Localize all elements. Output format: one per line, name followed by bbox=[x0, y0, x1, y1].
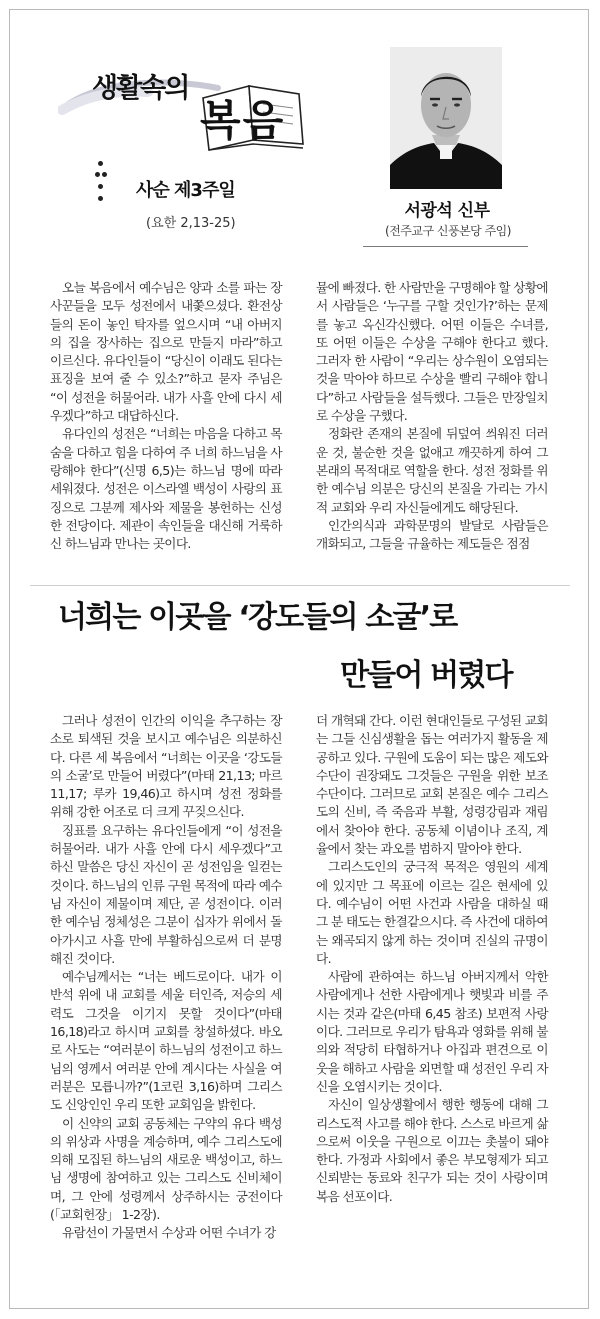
dot-icon bbox=[102, 172, 107, 177]
dot-icon bbox=[98, 161, 103, 166]
paragraph: 사람에 관하여는 하느님 아버지께서 악한 사람에게나 선한 사람에게나 햇빛과 비를 주시는 것과 같은(마태 6,45 참조) 보편적 사랑이다. 그러므로 우리가 탐욕과 영화를 위해 불의와 적당히 타협하거나 아집과 편견으로 이웃을 해하고 사람을 외면할 때 성전인 우리 자신을 오염시키는 것이다. bbox=[316, 969, 549, 1094]
paragraph: 유다인의 성전은 “너희는 마음을 다하고 목숨을 다하고 힘을 다하여 주 너희 하느님을 사랑해야 한다”(신명 6,5)는 하느님 명에 따라 세워졌다. 성전은 이스라엘 백성이 사랑의 표징으로 그분께 제사와 제물을 봉헌하는 신성한 전당이다. 제관이 속인들을 대신해 거룩하신 하느님과 만나는 곳이다. bbox=[50, 426, 283, 552]
headline-line-2: 만들어 버렸다 bbox=[340, 658, 512, 693]
series-title-big: 복음 bbox=[200, 96, 286, 145]
paragraph: 이 신약의 교회 공동체는 구약의 유다 백성의 위상과 사명을 계승하며, 예수 그리스도에 의해 모집된 하느님의 새로운 백성이고, 하느님 생명에 참여하고 있는 그리스도 신비체이며, 그 안에 성령께서 상주하시는 궁전이다(「교회헌장」 1-2장). bbox=[50, 1115, 282, 1223]
paragraph: 유람선이 가물면서 수상과 어떤 수녀가 강 bbox=[62, 1225, 276, 1241]
paragraph: 자신이 일상생활에서 행한 행동에 대해 그리스도적 사고를 해야 한다. 스스로 바르게 삶으로써 이웃을 구원으로 이끄는 촛불이 돼야 한다. 가정과 사회에서 좋은 부모형제가 되고 신뢰받는 동료와 친구가 되는 것이 사랑이며 복음 선포이다. bbox=[316, 1097, 549, 1204]
scripture-reference: (요한 2,13-25) bbox=[146, 216, 236, 231]
dot-icon bbox=[98, 184, 103, 189]
bullet-dots bbox=[95, 161, 107, 211]
series-title-small: 생활속의 bbox=[92, 73, 189, 104]
paragraph: 징표를 요구하는 유다인들에게 “이 성전을 허물어라. 내가 사흘 안에 다시 세우겠다”고 하신 말씀은 당신 자신이 곧 성전임을 일컫는 것이다. 하느님의 인류 구원 목적에 따라 예수님 자신이 제물이며 제단, 곧 성전이다. 이러한 예수님 정체성은 그분이 십자가 위에서 돌아가시고 사흘 만에 부활하심으로써 더 분명해진 것이다. bbox=[50, 822, 283, 966]
paragraph: 더 개혁돼 간다. 이런 현대인들로 구성된 교회는 그들 신심생활을 돕는 여러가지 활동을 제공하고 있다. 구원에 도움이 되는 많은 제도와 수단이 권장돼도 그것들은 구원을 위한 보조 수단이다. 그러므로 교회 본질은 예수 그리스도의 신비, 즉 죽음과 부활, 성령강림과 재림에서 찾아야 한다. 공동체 이념이나 조직, 계율에서 찾는 과오를 범하지 말아야 한다. bbox=[316, 713, 549, 857]
paragraph: 인간의식과 과학문명의 발달로 사람들은 개화되고, 그들을 규율하는 제도들은 점점 bbox=[316, 517, 548, 552]
headline-top-rule bbox=[30, 585, 570, 586]
dot-icon bbox=[98, 196, 103, 201]
paragraph: 오늘 복음에서 예수님은 양과 소를 파는 장사꾼들을 모두 성전에서 내쫓으셨다. 환전상들의 돈이 놓인 탁자를 엎으시며 “내 아버지의 집을 장사하는 집으로 만들지 마라”하고 이르신다. 유다인들이 “당신이 이래도 된다는 표징을 보여 줄 수 있소?”하고 묻자 주님은 “이 성전을 허물어라. 내가 사흘 안에 다시 세우겠다”하고 대답하신다. bbox=[50, 280, 282, 424]
author-role: (전주교구 신풍본당 주임) bbox=[385, 224, 511, 238]
bottom-right-column bbox=[316, 712, 548, 1206]
headline-line-1: 너희는 이곳을 ‘강도들의 소굴’로 bbox=[58, 600, 457, 635]
author-photo bbox=[390, 47, 502, 189]
author-divider bbox=[363, 246, 528, 247]
paragraph: 예수님께서는 “너는 베드로이다. 내가 이 반석 위에 내 교회를 세울 터인즉, 저승의 세력도 그것을 이기지 못할 것이다”(마태 16,18)라고 하시며 교회를 창설하셨다. 바오로 사도는 “여러분이 하느님의 성전이고 하느님의 영께서 여러분 안에 계시다는 사실을 여러분은 모릅니까?”(1코린 3,16)하며 그리스도 신앙인인 우리 또한 교회임을 밝힌다. bbox=[50, 969, 282, 1113]
dot-icon bbox=[95, 172, 100, 177]
top-right-column bbox=[316, 279, 548, 553]
paragraph: 정화란 존재의 본질에 뒤덮여 씌워진 더러운 것, 불순한 것을 없애고 깨끗하게 하여 그 본래의 목적대로 역할을 한다. 성전 정화를 위한 예수님 의분은 당신의 본질을 가리는 가시적 교회와 우리 자신들에게도 해당된다. bbox=[316, 426, 549, 515]
top-left-column bbox=[50, 279, 282, 553]
paragraph: 그리스도인의 궁극적 목적은 영원의 세계에 있지만 그 목표에 이르는 길은 현세에 있다. 예수님이 어떤 사건과 사람을 대하실 때 그 분 태도는 한결같으시다. 즉 사건에 대하여는 왜곡되지 않게 하는 것이며 진실의 규명이다. bbox=[316, 859, 549, 966]
bottom-left-column bbox=[50, 712, 282, 1243]
paragraph: 뮬에 빠졌다. 한 사람만을 구명해야 할 상황에서 사람들은 ‘누구를 구할 것인가?’하는 문제를 놓고 옥신각신했다. 어떤 이들은 수녀를, 또 어떤 이들은 수상을 구해야 한다고 했다. 그러자 한 사람이 “우리는 상수원이 오염되는 것을 막아야 하므로 수상을 빨리 구해야 합니다”하고 사람들을 설득했다. 그들은 만장일치로 수상을 구했다. bbox=[316, 280, 549, 424]
liturgical-day: 사순 제3주일 bbox=[136, 180, 235, 201]
paragraph: 그러나 성전이 인간의 이익을 추구하는 장소로 퇴색된 것을 보시고 예수님은 의분하신다. 다른 세 복음에서 “너희는 이곳을 ‘강도들의 소굴’로 만들어 버렸다”(마태 21,13; 마르 11,17; 루카 19,46)고 하시며 성전 정화를 위해 강한 어조로 더 크게 꾸짖으신다. bbox=[50, 713, 282, 820]
author-name: 서광석 신부 bbox=[404, 201, 490, 221]
